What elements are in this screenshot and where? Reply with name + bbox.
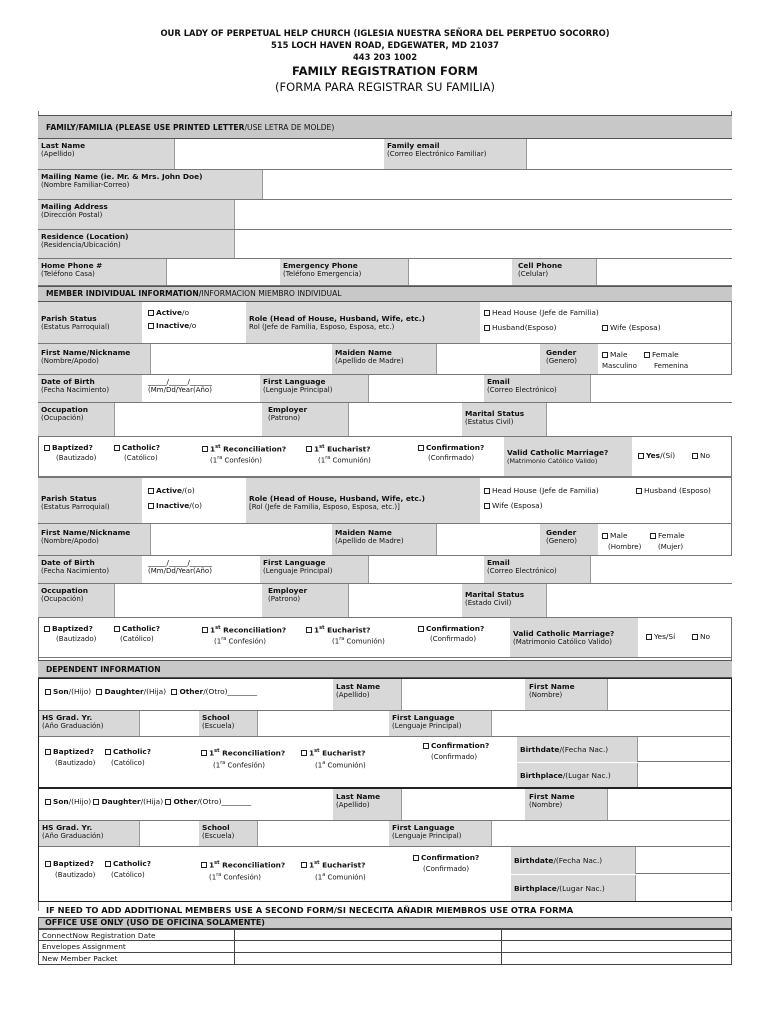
m1-male-checkbox[interactable] (602, 352, 608, 358)
m2-inactive-checkbox[interactable] (148, 503, 154, 509)
m1-yes-option[interactable]: Yes/(Sí) (638, 451, 675, 460)
m2-husband-option[interactable]: Husband (Esposo) (636, 486, 711, 495)
form-title: FAMILY REGISTRATION FORM (292, 64, 478, 78)
dep1-first-language-field[interactable] (491, 711, 730, 736)
dep1-school-row (39, 711, 730, 737)
dep1-son-checkbox[interactable] (45, 689, 51, 695)
m2-dob-row (38, 556, 732, 584)
m1-email-field[interactable] (590, 375, 732, 402)
m2-employer-field[interactable] (348, 584, 462, 617)
m1-femenina: Femenina (654, 362, 689, 370)
family-section-header: FAMILY/FAMILIA (PLEASE USE PRINTED LETTER/USE LETRA DE MOLDE) (38, 115, 732, 139)
m2-marriage-label: Valid Catholic Marriage? (Matrimonio Católico Valido) (510, 618, 638, 657)
dep2-other-checkbox[interactable] (165, 799, 171, 805)
m1-maiden-name-label: Maiden Name (Apellido de Madre) (332, 344, 436, 374)
m1-first-language-label: First Language (Lenguaje Principal) (260, 375, 368, 402)
dep1-hs-grad-label: HS Grad. Yr. (Año Graduación) (39, 711, 139, 736)
m2-occupation-row (38, 584, 732, 618)
m1-confirmation-checkbox[interactable] (418, 445, 424, 451)
dep1-daughter-checkbox[interactable] (96, 689, 102, 695)
m1-catholic-checkbox[interactable] (114, 445, 120, 451)
m1-head-house-checkbox[interactable] (484, 310, 490, 316)
dependent-1-block (38, 678, 732, 788)
m1-reconciliation-option[interactable]: 1st Reconciliation? (202, 443, 286, 453)
m2-confirmation-checkbox[interactable] (418, 626, 424, 632)
home-phone-label: Home Phone # (Teléfono Casa) (38, 259, 166, 285)
m2-male-option[interactable]: Male (602, 531, 628, 540)
m1-occupation-row (38, 403, 732, 437)
m1-parish-status-label: Parish Status (Estatus Parroquial) (38, 302, 142, 343)
m1-reconciliation-checkbox[interactable] (202, 446, 208, 452)
m2-email-field[interactable] (590, 556, 732, 583)
m1-inactive-option[interactable]: Inactive/o (148, 321, 196, 330)
office-row-label: ConnectNow Registration Date (38, 929, 235, 941)
dep1-eucharist-option[interactable]: 1st Eucharist? (301, 747, 365, 757)
dep2-birthplace-label: Birthplace/(Lugar Nac.) (511, 875, 635, 901)
m1-first-name-field[interactable] (150, 344, 332, 374)
dep2-reconciliation-option[interactable]: 1st Reconciliation? (201, 859, 285, 869)
m1-head-house-option[interactable]: Head House (Jefe de Familia) (484, 308, 599, 317)
dep2-confirmation-checkbox[interactable] (413, 855, 419, 861)
additional-members-notice: IF NEED TO ADD ADDITIONAL MEMBERS USE A SECOND FORM/SI NECECITA AÑADIR MIEMBROS USE OTRA FORMA (46, 905, 574, 915)
office-row-label: Envelopes Assignment (38, 940, 235, 953)
dep2-birthdate-label: Birthdate/(Fecha Nac.) (511, 847, 635, 874)
dep2-birthplace-field[interactable] (635, 875, 730, 901)
m2-marital-field[interactable] (546, 584, 732, 617)
dep2-baptized-checkbox[interactable] (45, 861, 51, 867)
office-row-cell[interactable] (501, 952, 732, 965)
dep1-last-name-field[interactable] (401, 679, 525, 710)
dep1-reconciliation-es: ($1^{ra}$ Confesión) (213, 760, 265, 770)
m2-reconciliation-es: ($1^{ra}$ Confesión) (214, 636, 266, 646)
dep1-last-name-label: Last Name (Apellido) (333, 679, 401, 710)
m2-confirmation-es: (Confirmado) (430, 635, 477, 643)
dep2-eucharist-option[interactable]: 1st Eucharist? (301, 859, 365, 869)
m2-yes-checkbox[interactable] (646, 634, 652, 640)
dep2-baptized-option[interactable]: Baptized? (45, 859, 94, 868)
m1-dob-row (38, 375, 732, 403)
m2-reconciliation-checkbox[interactable] (202, 627, 208, 633)
m2-wife-checkbox[interactable] (484, 503, 490, 509)
m1-eucharist-checkbox[interactable] (306, 446, 312, 452)
m2-mujer: (Mujer) (658, 543, 684, 551)
residence-field[interactable] (234, 230, 732, 258)
m1-occupation-field[interactable] (114, 403, 262, 436)
m1-name-row (38, 344, 732, 375)
m1-active-option[interactable]: Active/o (148, 308, 189, 317)
dependent-2-block (38, 788, 732, 902)
family-email-field[interactable] (526, 139, 732, 169)
dep2-eucharist-checkbox[interactable] (301, 862, 307, 868)
m2-eucharist-option[interactable]: 1st Eucharist? (306, 624, 370, 634)
dep2-birthdate-field[interactable] (635, 847, 730, 874)
office-row-label: New Member Packet (38, 952, 235, 965)
m1-active-checkbox[interactable] (148, 310, 154, 316)
m1-sacraments-row (38, 437, 732, 477)
m1-role-label: Role (Head of House, Husband, Wife, etc.) Rol (Jefe de Familia, Esposo, Esposa, etc.) (246, 302, 480, 343)
mailing-name-field[interactable] (262, 170, 732, 199)
m1-maiden-name-field[interactable] (436, 344, 540, 374)
church-phone: 443 203 1002 (352, 52, 418, 62)
m2-eucharist-es: ($1^{ra}$ Comunión) (332, 636, 385, 646)
m1-parish-row (38, 302, 732, 344)
m1-female-option[interactable]: Female (644, 350, 679, 359)
m1-no-checkbox[interactable] (692, 453, 698, 459)
m2-occupation-field[interactable] (114, 584, 262, 617)
cell-phone-label: Cell Phone (Celular) (512, 259, 596, 285)
dep1-name-row (39, 679, 730, 711)
dep1-first-name-field[interactable] (607, 679, 730, 710)
last-name-label: Last Name (Apellido) (38, 139, 174, 169)
m2-employer-label: Employer (Patrono) (262, 584, 348, 617)
m1-baptized-es: (Bautizado) (56, 454, 97, 462)
m2-first-name-label: First Name/Nickname (Nombre/Apodo) (38, 524, 150, 555)
dependent-section-header: DEPENDENT INFORMATION (38, 660, 732, 678)
dep2-school-row (39, 821, 730, 847)
dep2-first-language-label: First Language (Lenguaje Principal) (389, 821, 491, 846)
m1-catholic-es: (Católico) (124, 454, 158, 462)
m2-first-name-field[interactable] (150, 524, 332, 555)
m1-dob-field[interactable]: _____/_____/______ (Mm/Dd/Year(Año) (148, 377, 213, 394)
m2-dob-field[interactable]: _____/_____/______ (Mm/Dd/Year(Año) (148, 558, 213, 575)
m1-yes-checkbox[interactable] (638, 453, 644, 459)
dep1-birthdate-label: Birthdate/(Fecha Nac.) (517, 737, 637, 762)
dep2-baptized-es: (Bautizado) (55, 871, 96, 879)
dep2-hs-grad-field[interactable] (139, 821, 199, 846)
m2-female-checkbox[interactable] (650, 533, 656, 539)
dep1-relation-options[interactable]: Son/(Hijo) Daughter/(Hija) Other/(Otro)________ (45, 687, 257, 696)
last-name-field[interactable] (174, 139, 386, 169)
m2-marital-label: Marital Status (Estado Civil) (462, 584, 546, 617)
mailing-address-label: Mailing Address (Dirección Postal) (38, 200, 234, 229)
dep2-confirmation-es: (Confirmado) (423, 865, 470, 873)
office-row-cell[interactable] (234, 952, 502, 965)
dep1-reconciliation-option[interactable]: 1st Reconciliation? (201, 747, 285, 757)
dep1-baptized-es: (Bautizado) (55, 759, 96, 767)
m1-male-option[interactable]: Male (602, 350, 628, 359)
dep1-catholic-option[interactable]: Catholic? (105, 747, 151, 756)
m1-husband-option[interactable]: Husband(Esposo) (484, 323, 557, 332)
dep1-eucharist-checkbox[interactable] (301, 750, 307, 756)
form-subtitle: (FORMA PARA REGISTRAR SU FAMILIA) (275, 80, 495, 94)
m2-baptized-checkbox[interactable] (44, 626, 50, 632)
dep1-baptized-checkbox[interactable] (45, 749, 51, 755)
m2-catholic-es: (Católico) (120, 635, 154, 643)
m2-parish-status-label: Parish Status (Estatus Parroquial) (38, 478, 142, 523)
residence-row (38, 230, 732, 259)
m1-baptized-option[interactable]: Baptized? (44, 443, 93, 452)
dep1-first-name-label: First Name (Nombre) (525, 679, 607, 710)
dep2-daughter-checkbox[interactable] (93, 799, 99, 805)
m2-yes-option[interactable]: Yes/Sí (646, 632, 675, 641)
dep2-catholic-es: (Católico) (111, 871, 145, 879)
last-name-row (38, 139, 732, 170)
m2-gender-label: Gender (Genero) (540, 524, 598, 555)
dep2-school-field[interactable] (257, 821, 389, 846)
dep2-hs-grad-label: HS Grad. Yr. (Año Graduación) (39, 821, 139, 846)
m1-confirmation-es: (Confirmado) (428, 454, 475, 462)
m2-name-row (38, 524, 732, 556)
m2-inactive-option[interactable]: Inactive/(o) (148, 501, 202, 510)
m1-wife-checkbox[interactable] (602, 325, 608, 331)
m2-no-option[interactable]: No (692, 632, 710, 641)
mailing-name-row (38, 170, 732, 200)
dep2-last-name-label: Last Name (Apellido) (333, 789, 401, 820)
dep2-first-name-label: First Name (Nombre) (525, 789, 607, 820)
m1-gender-label: Gender (Genero) (540, 344, 598, 374)
m1-eucharist-es: ($1^{ra}$ Comunión) (318, 455, 371, 465)
dep2-confirmation-option[interactable]: Confirmation? (413, 853, 479, 862)
dep1-confirmation-es: (Confirmado) (431, 753, 478, 761)
dep1-school-field[interactable] (257, 711, 389, 736)
m2-head-house-option[interactable]: Head House (Jefe de Familia) (484, 486, 599, 495)
m1-marital-field[interactable] (546, 403, 732, 436)
m2-head-house-checkbox[interactable] (484, 488, 490, 494)
m1-first-language-field[interactable] (368, 375, 484, 402)
m2-eucharist-checkbox[interactable] (306, 627, 312, 633)
dep1-other-checkbox[interactable] (171, 689, 177, 695)
office-use-header: OFFICE USE ONLY (USO DE OFICINA SOLAMENTE) (38, 917, 732, 929)
m2-occupation-label: Occupation (Ocupación) (38, 584, 114, 617)
cell-phone-field[interactable] (596, 259, 732, 285)
m2-no-checkbox[interactable] (692, 634, 698, 640)
dep2-last-name-field[interactable] (401, 789, 525, 820)
m1-female-checkbox[interactable] (644, 352, 650, 358)
dep1-birthplace-label: Birthplace/(Lugar Nac.) (517, 763, 637, 787)
m1-eucharist-option[interactable]: 1st Eucharist? (306, 443, 370, 453)
church-address: 515 LOCH HAVEN ROAD, EDGEWATER, MD 21037 (271, 40, 499, 50)
m1-marital-label: Marital Status (Estatus Civil) (462, 403, 546, 436)
m2-male-checkbox[interactable] (602, 533, 608, 539)
phones-row (38, 259, 732, 286)
m2-catholic-checkbox[interactable] (114, 626, 120, 632)
m2-husband-checkbox[interactable] (636, 488, 642, 494)
m2-first-language-label: First Language (Lenguaje Principal) (260, 556, 368, 583)
m2-sacraments-row (38, 618, 732, 658)
dep1-birthdate-field[interactable] (637, 737, 730, 762)
dep1-reconciliation-checkbox[interactable] (201, 750, 207, 756)
m1-catholic-option[interactable]: Catholic? (114, 443, 160, 452)
m1-husband-checkbox[interactable] (484, 325, 490, 331)
dep2-reconciliation-checkbox[interactable] (201, 862, 207, 868)
church-name: OUR LADY OF PERPETUAL HELP CHURCH (IGLESIA NUESTRA SEÑORA DEL PERPETUO SOCORRO) (160, 28, 610, 38)
dep2-catholic-checkbox[interactable] (105, 861, 111, 867)
dep1-school-label: School (Escuela) (199, 711, 257, 736)
m1-confirmation-option[interactable]: Confirmation? (418, 443, 484, 452)
m2-baptized-es: (Bautizado) (56, 635, 97, 643)
dep1-baptized-option[interactable]: Baptized? (45, 747, 94, 756)
dep1-catholic-checkbox[interactable] (105, 749, 111, 755)
m2-catholic-option[interactable]: Catholic? (114, 624, 160, 633)
member-section-header: MEMBER INDIVIDUAL INFORMATION/INFORMACION MIEMBRO INDIVIDUAL (38, 286, 732, 302)
family-email-label: Family email (Correo Electrónico Familiar) (384, 139, 526, 169)
dep2-catholic-option[interactable]: Catholic? (105, 859, 151, 868)
m1-dob-label: Date of Birth (Fecha Nacimiento) (38, 375, 142, 402)
m1-no-option[interactable]: No (692, 451, 710, 460)
m2-reconciliation-option[interactable]: 1st Reconciliation? (202, 624, 286, 634)
dep2-first-language-field[interactable] (491, 821, 730, 846)
dep1-birthplace-field[interactable] (637, 763, 730, 787)
m1-employer-field[interactable] (348, 403, 462, 436)
dep1-confirmation-checkbox[interactable] (423, 743, 429, 749)
dep1-eucharist-es: (1$^a$ Comunión) (315, 760, 366, 770)
m2-baptized-option[interactable]: Baptized? (44, 624, 93, 633)
residence-label: Residence (Location) (Residencia/Ubicación) (38, 230, 234, 258)
dep2-eucharist-es: (1$^a$ Comunión) (315, 872, 366, 882)
dep1-first-language-label: First Language (Lenguaje Principal) (389, 711, 491, 736)
m2-email-label: Email (Correo Electrónico) (484, 556, 590, 583)
m2-role-label: Role (Head of House, Husband, Wife, etc.) [Rol (Jefe de Familia, Esposo, Esposa, etc.)] (246, 478, 480, 523)
dep1-hs-grad-field[interactable] (139, 711, 199, 736)
m1-baptized-checkbox[interactable] (44, 445, 50, 451)
dep2-son-checkbox[interactable] (45, 799, 51, 805)
dep2-school-label: School (Escuela) (199, 821, 257, 846)
m2-female-option[interactable]: Female (650, 531, 685, 540)
mailing-name-label: Mailing Name (ie. Mr. & Mrs. John Doe) (Nombre Familiar-Correo) (38, 170, 262, 199)
m1-occupation-label: Occupation (Ocupación) (38, 403, 114, 436)
dep2-first-name-field[interactable] (607, 789, 730, 820)
emergency-phone-label: Emergency Phone (Teléfono Emergencia) (280, 259, 408, 285)
m1-marriage-label: Valid Catholic Marriage? (Matrimonio Católico Valido) (504, 437, 632, 476)
m1-first-name-label: First Name/Nickname (Nombre/Apodo) (38, 344, 150, 374)
m1-wife-option[interactable]: Wife (Esposa) (602, 323, 661, 332)
dep2-name-row (39, 789, 730, 821)
m2-confirmation-option[interactable]: Confirmation? (418, 624, 484, 633)
m1-inactive-checkbox[interactable] (148, 323, 154, 329)
m2-maiden-name-field[interactable] (436, 524, 540, 555)
dep1-catholic-es: (Católico) (111, 759, 145, 767)
m2-wife-option[interactable]: Wife (Esposa) (484, 501, 543, 510)
dep2-relation-options[interactable]: Son/(Hijo) Daughter/(Hija) Other/(Otro)________ (45, 797, 251, 806)
emergency-phone-field[interactable] (408, 259, 512, 285)
m2-dob-label: Date of Birth (Fecha Nacimiento) (38, 556, 142, 583)
m2-parish-row (38, 477, 732, 524)
mailing-address-row (38, 200, 732, 230)
m1-email-label: Email (Correo Electrónico) (484, 375, 590, 402)
m2-hombre: (Hombre) (608, 543, 642, 551)
m2-maiden-name-label: Maiden Name (Apellido de Madre) (332, 524, 436, 555)
m1-masculino: Masculino (602, 362, 637, 370)
m2-first-language-field[interactable] (368, 556, 484, 583)
home-phone-field[interactable] (166, 259, 280, 285)
mailing-address-field[interactable] (234, 200, 732, 229)
dep2-reconciliation-es: ($1^{ra}$ Confesión) (209, 872, 261, 882)
m2-active-option[interactable]: Active/(o) (148, 486, 195, 495)
m2-active-checkbox[interactable] (148, 488, 154, 494)
dep1-confirmation-option[interactable]: Confirmation? (423, 741, 489, 750)
m1-reconciliation-es: ($1^{ra}$ Confesión) (210, 455, 262, 465)
m1-employer-label: Employer (Patrono) (262, 403, 348, 436)
